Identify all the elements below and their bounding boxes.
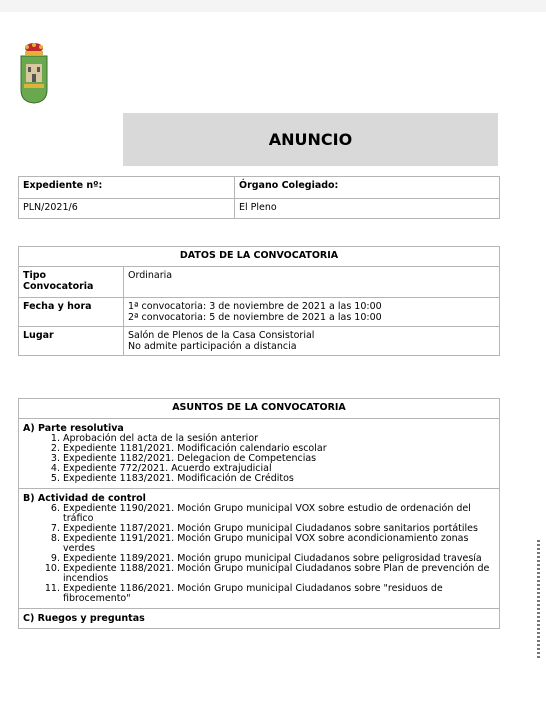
fecha-line-2: 2ª convocatoria: 5 de noviembre de 2021 a las 10:00 bbox=[128, 312, 382, 323]
list-item: 2. Expediente 1181/2021. Modificación calendario escolar bbox=[63, 444, 495, 454]
organo-value: El Pleno bbox=[235, 199, 500, 219]
datos-heading: DATOS DE LA CONVOCATORIA bbox=[19, 247, 500, 267]
organo-label: Órgano Colegiado: bbox=[235, 177, 500, 199]
list-item: 5. Expediente 1183/2021. Modificación de Créditos bbox=[63, 474, 495, 484]
list-item: 6. Expediente 1190/2021. Moción Grupo municipal VOX sobre estudio de ordenación del tráfico bbox=[63, 504, 495, 524]
lugar-value bbox=[124, 327, 500, 356]
datos-table bbox=[18, 246, 500, 356]
fecha-line-1: 1ª convocatoria: 3 de noviembre de 2021 a las 10:00 bbox=[128, 301, 382, 312]
list-item: 3. Expediente 1182/2021. Delegacion de Competencias bbox=[63, 454, 495, 464]
fecha-value bbox=[124, 298, 500, 327]
list-item: 11. Expediente 1186/2021. Moción Grupo municipal Ciudadanos sobre "residuos de fibrocemento" bbox=[63, 584, 495, 604]
section-b bbox=[19, 489, 500, 609]
asuntos-heading: ASUNTOS DE LA CONVOCATORIA bbox=[19, 399, 500, 419]
expediente-label: Expediente nº: bbox=[19, 177, 235, 199]
lugar-line-1: Salón de Plenos de la Casa Consistorial bbox=[128, 330, 315, 341]
expediente-value: PLN/2021/6 bbox=[19, 199, 235, 219]
list-item: 10. Expediente 1188/2021. Moción Grupo municipal Ciudadanos sobre Plan de prevención de incendios bbox=[63, 564, 495, 584]
asuntos-table bbox=[18, 398, 500, 629]
lugar-line-2: No admite participación a distancia bbox=[128, 341, 297, 352]
page-title: ANUNCIO bbox=[123, 113, 498, 166]
tipo-value: Ordinaria bbox=[124, 267, 500, 298]
list-item: 9. Expediente 1189/2021. Moción grupo municipal Ciudadanos sobre peligrosidad travesía bbox=[63, 554, 495, 564]
lugar-label: Lugar bbox=[19, 327, 124, 356]
list-item: 4. Expediente 772/2021. Acuerdo extrajudicial bbox=[63, 464, 495, 474]
section-a-list bbox=[23, 434, 495, 484]
verification-stamp bbox=[537, 540, 540, 660]
fecha-label: Fecha y hora bbox=[19, 298, 124, 327]
section-b-list bbox=[23, 504, 495, 604]
tipo-label: Tipo Convocatoria bbox=[19, 267, 124, 298]
list-item: 1. Aprobación del acta de la sesión anterior bbox=[63, 434, 495, 444]
section-title: C) Ruegos y preguntas bbox=[23, 613, 145, 624]
section-c bbox=[19, 609, 500, 629]
coat-of-arms-logo bbox=[18, 42, 50, 104]
section-title: B) Actividad de control bbox=[23, 493, 146, 504]
section-a bbox=[19, 419, 500, 489]
list-item: 8. Expediente 1191/2021. Moción Grupo municipal VOX sobre acondicionamiento zonas verdes bbox=[63, 534, 495, 554]
expediente-table bbox=[18, 176, 500, 219]
list-item: 7. Expediente 1187/2021. Moción Grupo municipal Ciudadanos sobre sanitarios portátiles bbox=[63, 524, 495, 534]
section-title: A) Parte resolutiva bbox=[23, 423, 124, 434]
